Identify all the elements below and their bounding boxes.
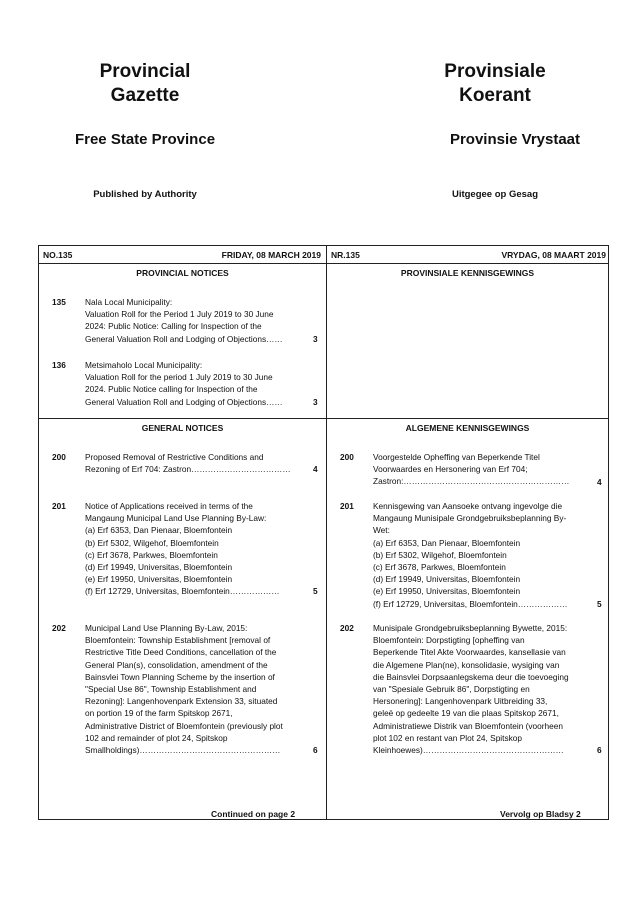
issue-number-en: NO.135 [43,250,73,260]
notice-title [85,296,299,345]
notice-title [373,451,585,488]
notice-line: Kennisgewing van Aansoeke ontvang ingevolge die [373,501,563,511]
notice-line: (b) Erf 5302, Wilgehof, Bloemfontein [373,549,507,560]
page-number: 5 [597,599,602,609]
notice-line: (c) Erf 3678, Parkwes, Bloemfontein [85,549,218,560]
contents-table [38,245,609,820]
page-number: 6 [313,745,318,755]
notice-line: van "Spesiale Gebruik 86", Dorpstigting en [373,684,530,695]
notice-title [85,622,299,756]
notice-line: 102 and remainder of plot 24, Spitskop [85,732,228,743]
notice-line: Voorwaardes en Hersonering van Erf 704; [373,464,528,475]
notice-line: Proposed Removal of Restrictive Conditions and [85,452,264,462]
section-heading-provincial-af: PROVINSIALE KENNISGEWINGS [400,268,535,278]
notice-number: 201 [340,501,354,511]
notice-number: 200 [340,452,354,462]
notice-number: 201 [52,501,66,511]
notice-title [85,359,299,408]
notice-line: 2024: Public Notice: Calling for Inspection of the [85,321,262,332]
notice-line: (b) Erf 5302, Wilgehof, Bloemfontein [85,537,219,548]
notice-line: on portion 19 of the farm Spitskop 2671, [85,708,233,719]
notice-line: Metsimaholo Local Municipality: [85,360,203,370]
notice-line: plot 102 en restant van Plot 24, Spitskop [373,732,522,743]
notice-line: (e) Erf 19950, Universitas, Bloemfontein [373,586,521,597]
notice-line: Valuation Roll for the period 1 July 2019 to 30 June [85,372,273,383]
notice-title [85,451,299,475]
continued-note-af: Vervolg op Bladsy 2 [500,809,581,819]
gazette-title-af-line2: Koerant [459,85,531,106]
notice-number: 202 [52,623,66,633]
issue-date-af: VRYDAG, 08 MAART 2019 [501,250,606,260]
page-number: 3 [313,334,318,344]
page-number: 5 [313,586,318,596]
authority-af: Uitgegee op Gesag [451,189,539,200]
page-number: 4 [597,477,602,487]
gazette-title-en-line2: Gazette [110,85,180,106]
notice-line: Rezoning of Erf 704: Zastron……………………………… [85,464,291,475]
notice-line: die Bainsvlei Dorpsaanlegskema deur die toevoeging [373,671,569,682]
notice-line: (c) Erf 3678, Parkwes, Bloemfontein [373,562,506,573]
issue-date-en: FRIDAY, 08 MARCH 2019 [221,250,321,260]
notice-line: Bloemfontein: Township Establishment [removal of [85,635,271,646]
notice-title [85,500,299,598]
section-heading-provincial-en: PROVINCIAL NOTICES [136,268,229,278]
gazette-title-af-line1: Provinsiale [444,61,546,82]
notice-line: (a) Erf 6353, Dan Pienaar, Bloemfontein [373,537,521,548]
notice-line: (e) Erf 19950, Universitas, Bloemfontein [85,574,233,585]
header-rule [39,263,608,264]
authority-en: Published by Authority [93,189,197,200]
notice-line: Zastron:…………………………………………………… [373,476,570,487]
center-divider [326,246,327,819]
notice-line: Municipal Land Use Planning By-Law, 2015: [85,623,248,633]
issue-number-af: NR.135 [331,250,360,260]
notice-line: (f) Erf 12729, Universitas, Bloemfontein……………… [373,598,568,609]
notice-title [373,622,585,756]
notice-line: General Valuation Roll and Lodging of Objections…… [85,396,283,407]
notice-line: Wet: [373,525,390,536]
notice-line: (d) Erf 19949, Universitas, Bloemfontein [85,562,233,573]
notice-line: General Plan(s), consolidation, amendment of the [85,659,268,670]
notice-number: 200 [52,452,66,462]
notice-line: Administratiewe Distrik van Bloemfontein (voorheen [373,720,563,731]
notice-line: Bainsvlei Town Planning Scheme by the insertion of [85,671,275,682]
gazette-title-en [60,60,230,108]
page-number: 4 [313,464,318,474]
notice-number: 136 [52,360,66,370]
notice-line: General Valuation Roll and Lodging of Objections…… [85,333,283,344]
notice-line: Nala Local Municipality: [85,297,173,307]
notice-line: Valuation Roll for the Period 1 July 2019 to 30 June [85,309,274,320]
notice-line: (d) Erf 19949, Universitas, Bloemfontein [373,574,521,585]
page-number: 3 [313,397,318,407]
notice-line: Munisipale Grondgebruiksbeplanning Bywette, 2015: [373,623,568,633]
notice-line: (f) Erf 12729, Universitas, Bloemfontein……………… [85,586,280,597]
notice-line: Rezoning]: Langenhovenpark Extension 33, situated [85,696,278,707]
notice-line: Kleinhoewes)…………………………………………… [373,745,564,756]
notice-line: Administrative District of Bloemfontein (previously plot [85,720,283,731]
notice-line: Mangaung Munisipale Grondgebruiksbeplanning By- [373,513,567,524]
notice-line: Bloemfontein: Dorpstigting [opheffing van [373,635,525,646]
notice-line: Mangaung Municipal Land Use Planning By-Law: [85,513,267,524]
notice-line: Hersonering]: Langenhovenpark Uitbreiding 33, [373,696,548,707]
notice-line: Beperkende Titel Akte Voorwaardes, kansellasie van [373,647,566,658]
notice-line: Notice of Applications received in terms of the [85,501,253,511]
notice-line: Smallholdings)…………………………………………… [85,745,281,756]
notice-line: 2024. Public Notice calling for Inspection of the [85,384,258,395]
notice-line: geleë op gedeelte 19 van die plaas Spitskop 2671, [373,708,559,719]
section-rule [39,418,608,419]
notice-number: 135 [52,297,66,307]
continued-note-en: Continued on page 2 [211,809,296,819]
page-number: 6 [597,745,602,755]
notice-line: Voorgestelde Opheffing van Beperkende Titel [373,452,540,462]
gazette-title-en-line1: Provincial [99,61,191,82]
notice-line: Restrictive Title Deed Conditions, cancellation of the [85,647,277,658]
notice-line: die Algemene Plan(ne), konsolidasie, wysiging van [373,659,560,670]
section-heading-general-en: GENERAL NOTICES [141,423,224,433]
gazette-title-af [410,60,580,108]
notice-line: "Special Use 86", Township Establishment and [85,684,257,695]
notice-title [373,500,585,610]
notice-number: 202 [340,623,354,633]
section-heading-general-af: ALGEMENE KENNISGEWINGS [405,423,530,433]
notice-line: (a) Erf 6353, Dan Pienaar, Bloemfontein [85,525,233,536]
province-af: Provinsie Vrystaat [449,131,581,148]
province-en: Free State Province [74,131,216,148]
